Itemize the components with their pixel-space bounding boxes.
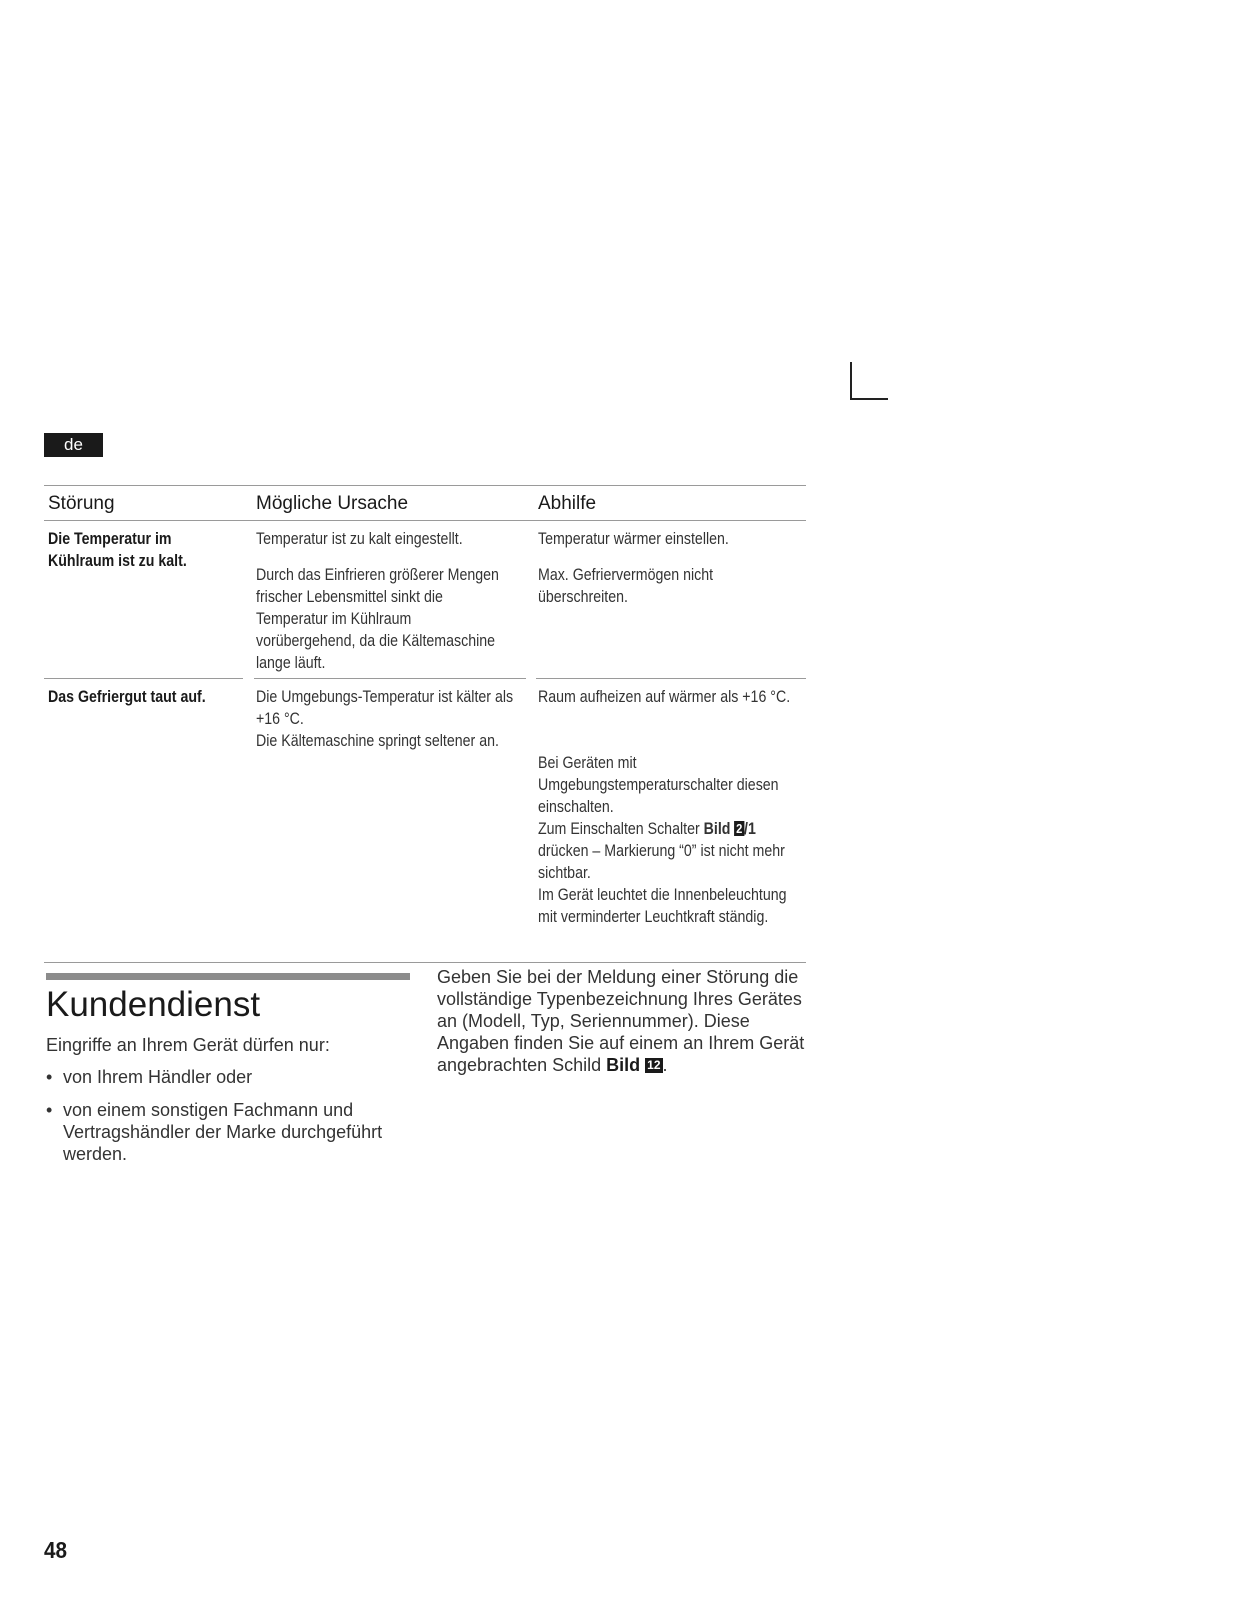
section-bar	[46, 973, 410, 980]
fault-2: Das Gefriergut taut auf.	[48, 688, 206, 706]
remedy-1b: Max. Gefriervermögen nicht überschreiten.	[538, 566, 714, 606]
column-header-abhilfe: Abhilfe	[538, 493, 597, 514]
table-bottom-rule	[44, 962, 806, 963]
header-rule	[44, 520, 806, 521]
figure-suffix: /1	[744, 820, 756, 838]
remedy-2b	[538, 752, 796, 928]
row-rule-1-col2	[254, 678, 526, 679]
remedy-2b-text-pre: Zum Einschalten Schalter	[538, 820, 704, 838]
fault-1: Die Temperatur im Kühlraum ist zu kalt.	[48, 530, 187, 570]
figure-ref-badge: 12	[647, 1058, 661, 1072]
section-intro: Eingriffe an Ihrem Gerät dürfen nur:	[46, 1035, 330, 1055]
service-list	[46, 1066, 418, 1176]
list-item	[46, 1066, 418, 1088]
list-item	[46, 1099, 418, 1165]
list-item-text: von Ihrem Händler oder	[63, 1067, 253, 1087]
remedy-2b-line-3: Im Gerät leuchtet die Innenbeleuchtung mit verminderter Leuchtkraft ständig.	[538, 886, 787, 926]
table-top-rule	[44, 485, 806, 486]
cause-2	[256, 686, 514, 752]
remedy-2b-line-2	[538, 818, 796, 884]
figure-label: Bild	[606, 1055, 641, 1075]
cause-1a: Temperatur ist zu kalt eingestellt.	[256, 530, 463, 548]
page-number: 48	[44, 1537, 68, 1563]
list-item-text: von einem sonstigen Fachmann und Vertragshändler der Marke durchgeführt werden.	[63, 1100, 383, 1164]
cause-2-line-2: Die Kältemaschine springt seltener an.	[256, 732, 499, 750]
row-rule-1-col3	[536, 678, 806, 679]
remedy-1a: Temperatur wärmer einstellen.	[538, 530, 729, 548]
remedy-2a: Raum aufheizen auf wärmer als +16 °C.	[538, 688, 791, 706]
remedy-2b-text-post: drücken – Markierung “0” ist nicht mehr sichtbar.	[538, 842, 785, 882]
figure-label: Bild	[703, 820, 731, 838]
figure-ref-badge: 2	[736, 821, 743, 836]
bullet-symbol: •	[46, 1100, 53, 1120]
service-info-text: Geben Sie bei der Meldung einer Störung die vollständige Typenbezeichnung Ihres Gerätes an (Modell, Typ, Seriennummer). Diese Angaben finden Sie auf einem an Ihrem Gerät angebrachten Schild	[437, 967, 805, 1075]
remedy-2b-line-1: Bei Geräten mit Umgebungstemperaturschalter diesen einschalten.	[538, 754, 779, 816]
row-rule-1-col1	[44, 678, 243, 679]
crop-mark	[850, 362, 888, 400]
cause-2-line-1: Die Umgebungs-Temperatur ist kälter als +16 °C.	[256, 688, 514, 728]
service-info-paragraph	[437, 966, 809, 1076]
bullet-symbol: •	[46, 1067, 53, 1087]
column-header-ursache: Mögliche Ursache	[256, 493, 409, 514]
column-header-stoerung: Störung	[48, 493, 115, 514]
cause-1b: Durch das Einfrieren größerer Mengen frischer Lebensmittel sinkt die Temperatur im Kühlraum vorübergehend, da die Kältemaschine lange läuft.	[256, 566, 499, 672]
section-title: Kundendienst	[46, 985, 261, 1024]
service-info-end: .	[662, 1055, 668, 1075]
language-badge: de	[44, 433, 103, 457]
